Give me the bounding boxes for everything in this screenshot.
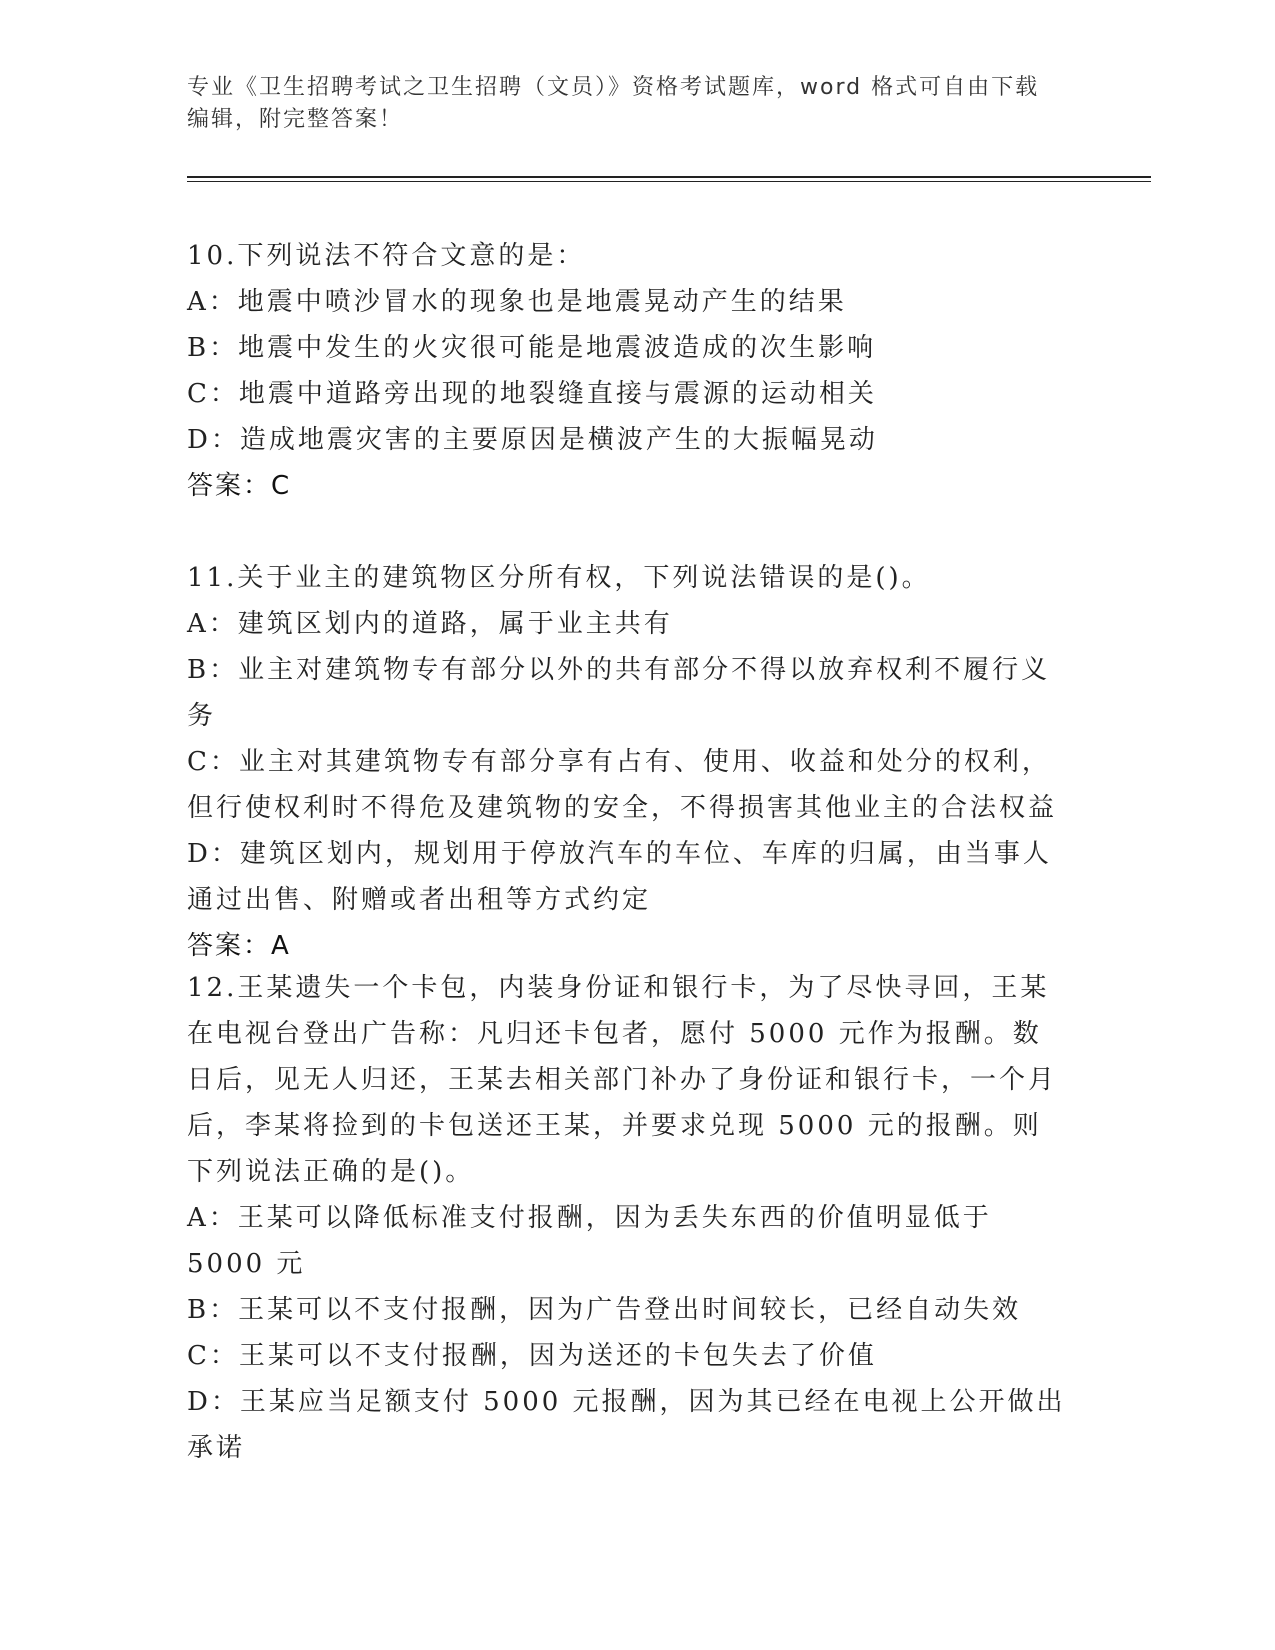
question-stem: 12.王某遗失一个卡包，内装身份证和银行卡，为了尽快寻回，王某在电视台登出广告称：凡归还卡包者，愿付 5000 元作为报酬。数日后，见无人归还，王某去相关部门补办了身份证和银行卡，一个月后，李某将捡到的卡包送还王某，并要求兑现 5000 元的报酬。则下列说法正确的是()。 (187, 973, 1058, 1187)
header-line-1: 专业《卫生招聘考试之卫生招聘（文员）》资格考试题库，word 格式可自由下载 (187, 75, 1040, 100)
option-b: B：地震中发生的火灾很可能是地震波造成的次生影响 (187, 333, 877, 363)
option-b: B：业主对建筑物专有部分以外的共有部分不得以放弃权利不履行义务 (187, 655, 1051, 731)
option-c: C：业主对其建筑物专有部分享有占有、使用、收益和处分的权利，但行使权利时不得危及建筑物的安全，不得损害其他业主的合法权益 (187, 747, 1058, 823)
question-stem: 11.关于业主的建筑物区分所有权，下列说法错误的是()。 (187, 563, 931, 593)
option-d: D：造成地震灾害的主要原因是横波产生的大振幅晃动 (187, 425, 878, 455)
option-b: B：王某可以不支付报酬，因为广告登出时间较长，已经自动失效 (187, 1295, 1022, 1325)
page-header (187, 72, 1087, 136)
option-d: D：王某应当足额支付 5000 元报酬，因为其已经在电视上公开做出承诺 (187, 1387, 1066, 1463)
option-d: D：建筑区划内，规划用于停放汽车的车位、车库的归属，由当事人通过出售、附赠或者出租等方式约定 (187, 839, 1052, 915)
option-a: A：地震中喷沙冒水的现象也是地震晃动产生的结果 (187, 287, 847, 317)
option-c: C：王某可以不支付报酬，因为送还的卡包失去了价值 (187, 1341, 877, 1371)
header-line-2: 编辑，附完整答案！ (187, 107, 404, 132)
answer-text: 答案：A (187, 931, 291, 961)
answer-text: 答案：C (187, 471, 292, 501)
option-c: C：地震中道路旁出现的地裂缝直接与震源的运动相关 (187, 379, 877, 409)
question-11 (187, 555, 1067, 969)
question-12 (187, 965, 1067, 1471)
option-a: A：建筑区划内的道路，属于业主共有 (187, 609, 673, 639)
question-stem: 10.下列说法不符合文意的是： (187, 241, 586, 271)
header-divider (187, 176, 1151, 182)
option-a: A：王某可以降低标准支付报酬，因为丢失东西的价值明显低于 5000 元 (187, 1203, 992, 1279)
question-10 (187, 233, 1067, 509)
